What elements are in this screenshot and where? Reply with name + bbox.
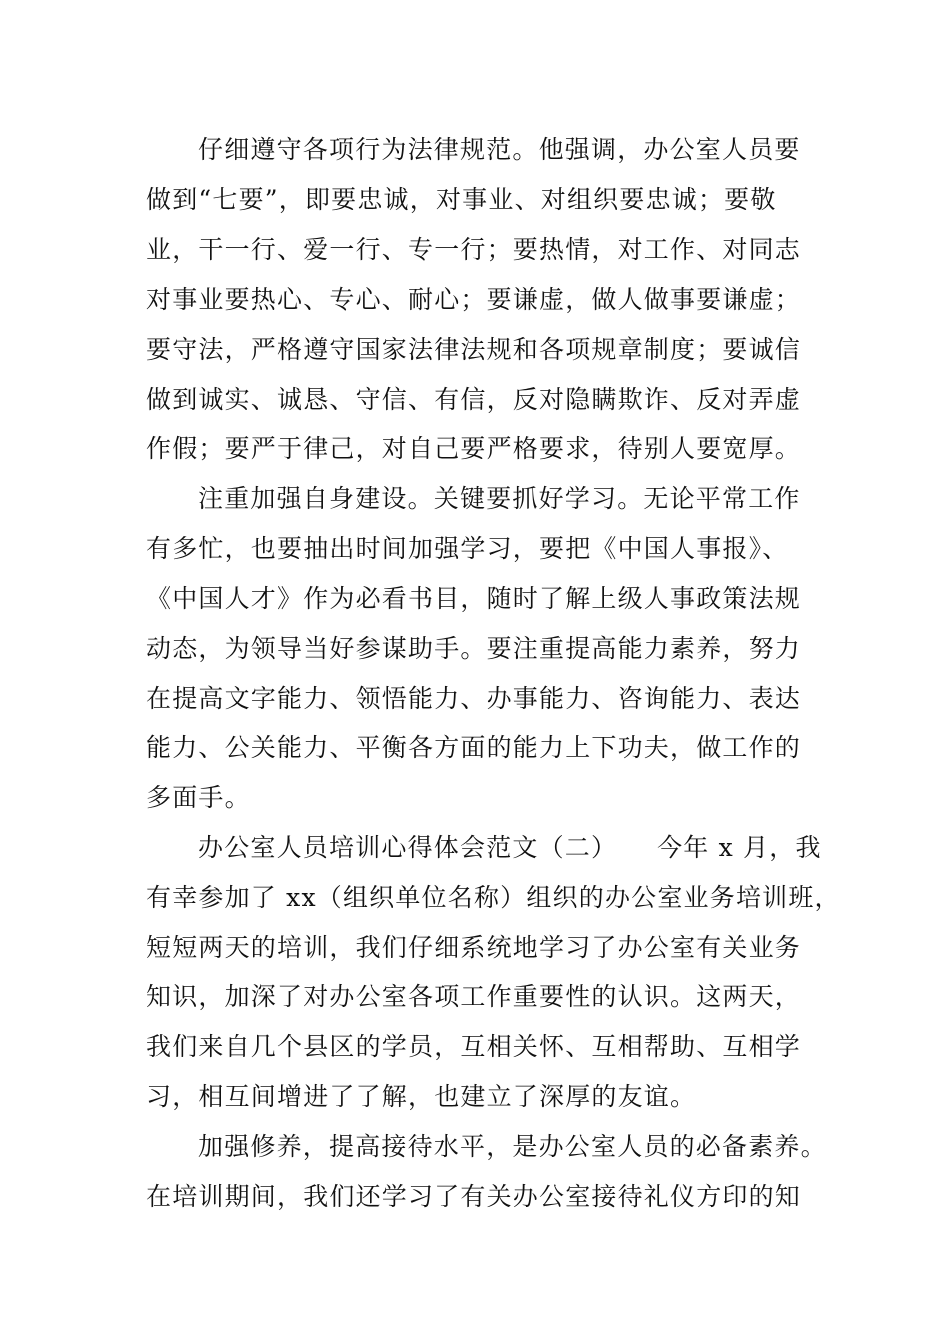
text-line: 动态，为领导当好参谋助手。要注重提高能力素养，努力 bbox=[146, 634, 802, 663]
text-line: 习，相互间增进了了解，也建立了深厚的友谊。 bbox=[146, 1082, 697, 1111]
text-line: 知识，加深了对办公室各项工作重要性的认识。这两天， bbox=[146, 982, 802, 1011]
text-line: 做到“七要”，即要忠诚，对事业、对组织要忠诚；要敬 bbox=[146, 185, 777, 214]
text-line: 能力、公关能力、平衡各方面的能力上下功夫，做工作的 bbox=[146, 733, 802, 762]
text-line: 在提高文字能力、领悟能力、办事能力、咨询能力、表达 bbox=[146, 684, 802, 713]
text-line: 作假；要严于律己，对自己要严格要求，待别人要宽厚。 bbox=[146, 434, 802, 463]
text-line: 仔细遵守各项行为法律规范。他强调，办公室人员要 bbox=[198, 135, 801, 164]
text-line: 有多忙，也要抽出时间加强学习，要把《中国人事报》、 bbox=[146, 534, 789, 563]
text-line: 要守法，严格遵守国家法律法规和各项规章制度；要诚信 bbox=[146, 335, 802, 364]
text-line: 做到诚实、诚恳、守信、有信，反对隐瞒欺诈、反对弄虚 bbox=[146, 385, 802, 414]
text-line: 有幸参加了 xx（组织单位名称）组织的办公室业务培训班， bbox=[146, 883, 841, 912]
text-line: 办公室人员培训心得体会范文（二） 今年 x 月，我 bbox=[198, 833, 822, 862]
text-line: 注重加强自身建设。关键要抓好学习。无论平常工作 bbox=[198, 484, 801, 513]
text-line: 业，干一行、爱一行、专一行；要热情，对工作、对同志 bbox=[146, 235, 802, 264]
text-line: 《中国人才》作为必看书目，随时了解上级人事政策法规 bbox=[146, 584, 802, 613]
text-line: 在培训期间，我们还学习了有关办公室接待礼仪方印的知 bbox=[146, 1182, 802, 1211]
text-line: 多面手。 bbox=[146, 783, 251, 812]
text-line: 加强修养，提高接待水平，是办公室人员的必备素养。 bbox=[198, 1132, 827, 1161]
text-line: 短短两天的培训，我们仔细系统地学习了办公室有关业务 bbox=[146, 933, 802, 962]
text-line: 对事业要热心、专心、耐心；要谦虚，做人做事要谦虚； bbox=[146, 285, 802, 314]
text-line: 我们来自几个县区的学员，互相关怀、互相帮助、互相学 bbox=[146, 1032, 802, 1061]
